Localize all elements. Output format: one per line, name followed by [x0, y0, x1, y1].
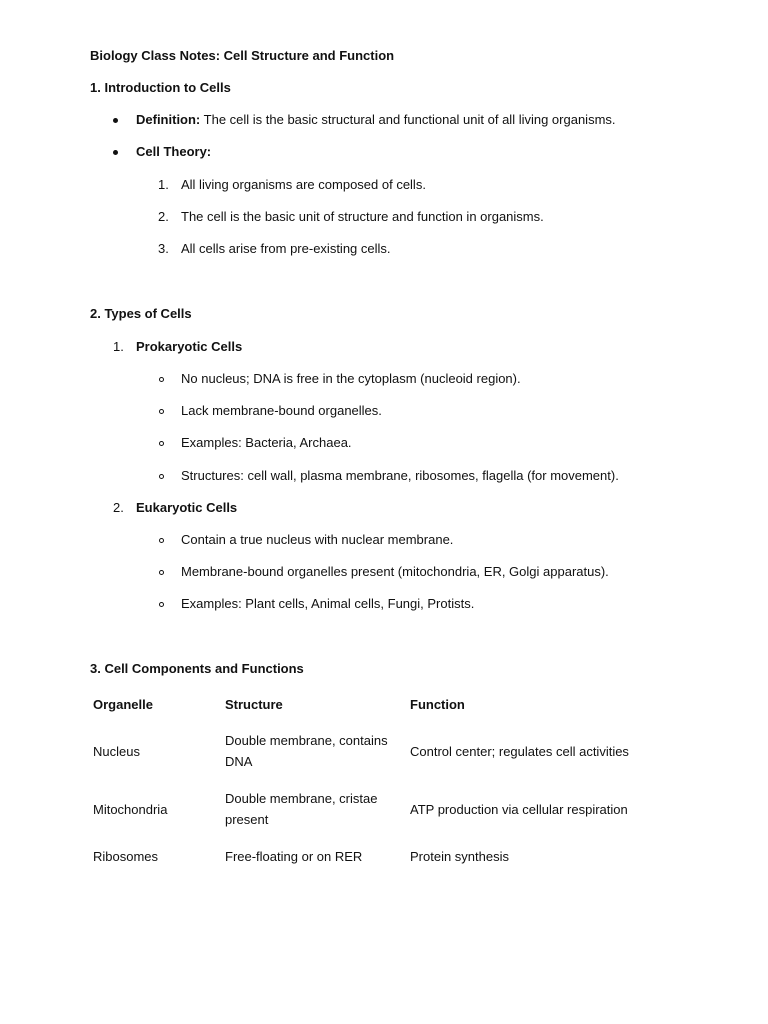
table-cell-structure: Free-floating or on RER — [225, 849, 363, 864]
bullet-icon — [113, 118, 118, 123]
table-header-structure: Structure — [225, 697, 283, 712]
table-cell-function: ATP production via cellular respiration — [410, 802, 628, 817]
cell-type-number: 1. — [113, 339, 124, 354]
cell-type-point: Lack membrane-bound organelles. — [181, 403, 382, 418]
theory-item-text: The cell is the basic unit of structure and function in organisms. — [181, 209, 544, 224]
cell-type-number: 2. — [113, 500, 124, 515]
table-header-function: Function — [410, 697, 465, 712]
definition-label: Definition: — [136, 112, 201, 127]
cell-type-point: Examples: Plant cells, Animal cells, Fungi, Protists. — [181, 596, 475, 611]
circle-bullet-icon — [159, 570, 164, 575]
table-cell-structure: Double membrane, contains DNA — [225, 733, 388, 769]
cell-type-point: Membrane-bound organelles present (mitochondria, ER, Golgi apparatus). — [181, 564, 609, 579]
cell-type-name: Eukaryotic Cells — [136, 500, 238, 515]
circle-bullet-icon — [159, 538, 164, 543]
cell-type-point: Examples: Bacteria, Archaea. — [181, 435, 352, 450]
table-cell-organelle: Mitochondria — [93, 802, 168, 817]
document-title: Biology Class Notes: Cell Structure and Function — [90, 48, 395, 63]
definition-item — [136, 112, 616, 128]
cell-type-name: Prokaryotic Cells — [136, 339, 243, 354]
section-1-heading: 1. Introduction to Cells — [90, 80, 231, 95]
circle-bullet-icon — [159, 377, 164, 382]
circle-bullet-icon — [159, 409, 164, 414]
definition-text: The cell is the basic structural and functional unit of all living organisms. — [200, 112, 616, 127]
section-3-heading: 3. Cell Components and Functions — [90, 661, 304, 676]
table-cell-function: Protein synthesis — [410, 849, 509, 864]
table-cell-structure: Double membrane, cristae present — [225, 791, 378, 827]
table-cell-organelle: Ribosomes — [93, 849, 159, 864]
table-header-organelle: Organelle — [93, 697, 153, 712]
theory-item-text: All cells arise from pre-existing cells. — [181, 241, 391, 256]
circle-bullet-icon — [159, 602, 164, 607]
circle-bullet-icon — [159, 474, 164, 479]
cell-theory-label: Cell Theory: — [136, 144, 212, 159]
circle-bullet-icon — [159, 441, 164, 446]
cell-type-point: No nucleus; DNA is free in the cytoplasm (nucleoid region). — [181, 371, 521, 386]
theory-item-number: 3. — [158, 241, 169, 256]
theory-item-number: 2. — [158, 209, 169, 224]
table-cell-organelle: Nucleus — [93, 744, 140, 759]
theory-item-text: All living organisms are composed of cells. — [181, 177, 426, 192]
theory-item-number: 1. — [158, 177, 169, 192]
table-cell-function: Control center; regulates cell activities — [410, 744, 629, 759]
cell-type-point: Structures: cell wall, plasma membrane, ribosomes, flagella (for movement). — [181, 468, 619, 483]
section-2-heading: 2. Types of Cells — [90, 306, 192, 321]
bullet-icon — [113, 150, 118, 155]
cell-type-point: Contain a true nucleus with nuclear membrane. — [181, 532, 454, 547]
